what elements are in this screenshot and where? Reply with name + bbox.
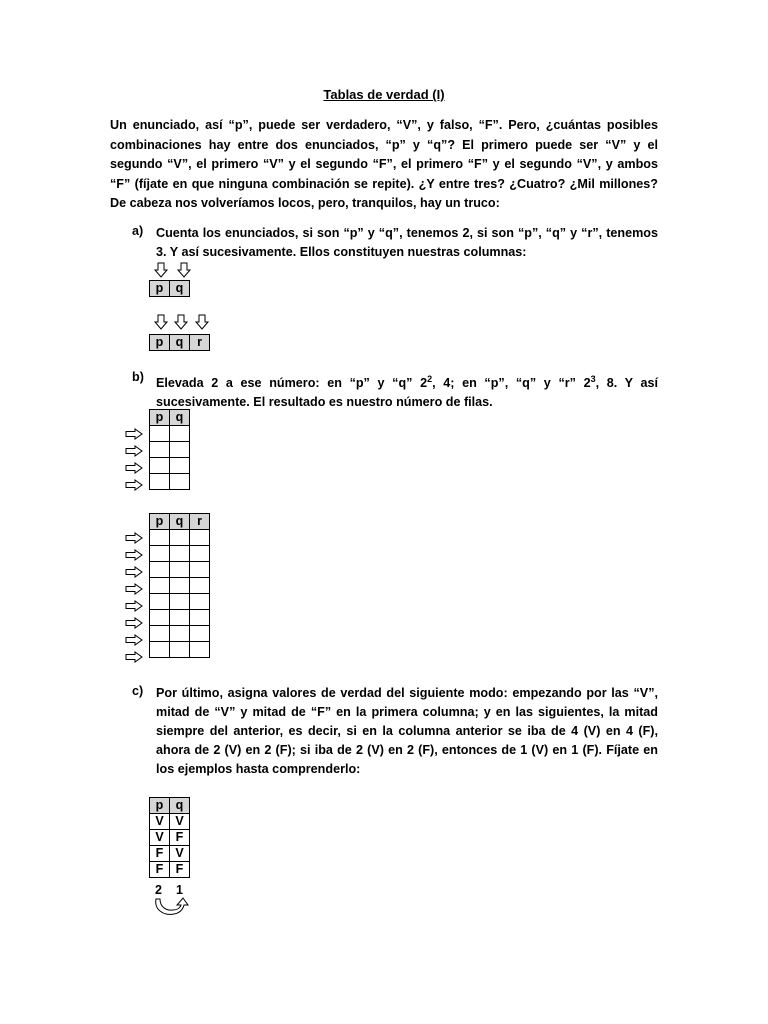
columns-table-pqr	[149, 334, 210, 351]
right-arrow-icon	[125, 600, 143, 612]
group-size-label: 2	[155, 883, 162, 897]
table-cell: V	[150, 814, 170, 830]
header-cell: q	[170, 335, 190, 351]
header-cell: p	[150, 281, 170, 297]
down-arrow-icon	[177, 262, 191, 278]
page-title: Tablas de verdad (I)	[323, 87, 445, 102]
table-row	[150, 626, 210, 642]
right-arrow-icon	[125, 549, 143, 561]
table-cell: F	[150, 846, 170, 862]
columns-table-pq	[149, 280, 190, 297]
header-cell: r	[190, 514, 210, 530]
section-a-text: Cuenta los enunciados, si son “p” y “q”, tenemos 2, si son “p”, “q” y “r”, tenemos 3. Y así sucesivamente. Ellos constituyen nuestras columnas:	[156, 226, 658, 259]
table-row	[150, 442, 190, 458]
table-row	[150, 830, 190, 846]
header-cell: r	[190, 335, 210, 351]
intro-paragraph: Un enunciado, así “p”, puede ser verdadero, “V”, y falso, “F”. Pero, ¿cuántas posibles combinaciones hay entre dos enunciados, “p” y “q”? El primero puede ser “V” y el segundo “V”, el primero “V” y el segundo “F”, el primero “F” y el segundo “V”, y ambos “F” (fíjate en que ninguna combinación se repite). ¿Y entre tres? ¿Cuatro? ¿Mil millones? De cabeza nos volveríamos locos, pero, tranquilos, hay un truco:	[110, 118, 658, 210]
table-row	[150, 562, 210, 578]
right-arrow-icon	[125, 462, 143, 474]
section-c-text: Por último, asigna valores de verdad del siguiente modo: empezando por las “V”, mitad de “V” y mitad de “F” en la primera columna; y en las siguientes, la mitad siempre del anterior, es decir, si en la columna anterior se iba de 4 (V) en 4 (F), ahora de 2 (V) en 2 (F); si iba de 2 (V) en 2 (F), entonces de 1 (V) en 1 (F). Fíjate en los ejemplos hasta comprenderlo:	[156, 686, 658, 776]
right-arrow-icon	[125, 566, 143, 578]
down-arrow-icon	[174, 314, 188, 330]
header-cell: p	[150, 798, 170, 814]
table-row	[150, 846, 190, 862]
right-arrow-icon	[125, 617, 143, 629]
header-cell: q	[170, 281, 190, 297]
table-row	[150, 594, 210, 610]
group-size-label: 1	[176, 883, 183, 897]
table-row	[150, 530, 210, 546]
table-cell: V	[150, 830, 170, 846]
rows-table-pqr	[149, 513, 210, 658]
header-cell: q	[170, 410, 190, 426]
section-a	[132, 224, 658, 262]
right-arrow-icon	[125, 428, 143, 440]
right-arrow-icon	[125, 445, 143, 457]
down-arrow-icon	[195, 314, 209, 330]
table-row	[150, 546, 210, 562]
table-row	[150, 610, 210, 626]
header-cell: q	[170, 514, 190, 530]
example-truth-table	[149, 797, 190, 878]
down-arrow-icon	[154, 262, 168, 278]
header-cell: p	[150, 514, 170, 530]
table-cell: V	[170, 846, 190, 862]
section-b	[132, 370, 658, 412]
table-cell: V	[170, 814, 190, 830]
table-row	[150, 458, 190, 474]
right-arrow-icon	[125, 532, 143, 544]
section-c-letter: c)	[132, 684, 144, 698]
section-c	[132, 684, 658, 779]
table-row	[150, 862, 190, 878]
table-cell: F	[150, 862, 170, 878]
header-cell: p	[150, 335, 170, 351]
table-row	[150, 474, 190, 490]
table-row	[150, 814, 190, 830]
table-row	[150, 426, 190, 442]
section-a-letter: a)	[132, 224, 144, 238]
right-arrow-icon	[125, 583, 143, 595]
curved-arrow-icon	[150, 896, 194, 918]
rows-table-pq	[149, 409, 190, 490]
right-arrow-icon	[125, 479, 143, 491]
section-b-text: Elevada 2 a ese número: en “p” y “q” $2^2$, 4; en “p”, “q” y “r” $2^3$, 8. Y así sucesivamente. El resultado es nuestro número de filas.	[156, 374, 658, 410]
header-cell: p	[150, 410, 170, 426]
down-arrow-icon	[154, 314, 168, 330]
right-arrow-icon	[125, 634, 143, 646]
table-cell: F	[170, 862, 190, 878]
table-row	[150, 578, 210, 594]
table-cell: F	[170, 830, 190, 846]
table-row	[150, 642, 210, 658]
section-b-letter: b)	[132, 370, 144, 384]
right-arrow-icon	[125, 651, 143, 663]
header-cell: q	[170, 798, 190, 814]
